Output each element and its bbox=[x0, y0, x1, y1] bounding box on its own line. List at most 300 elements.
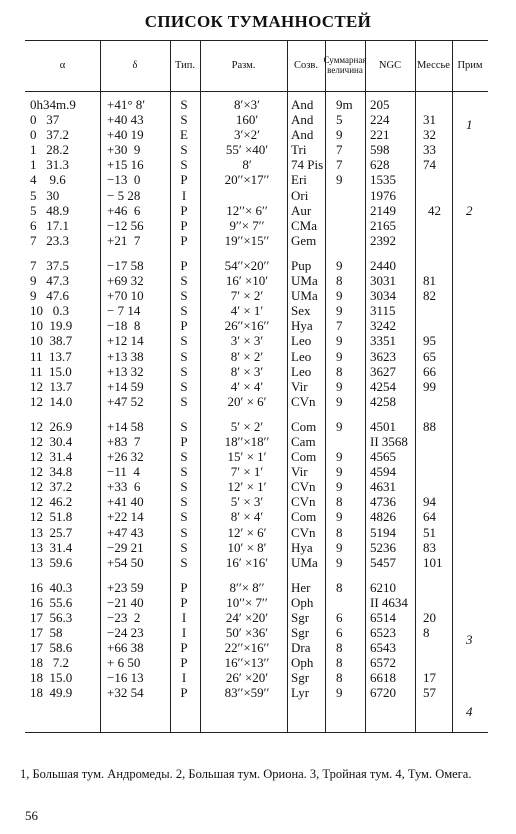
ngc-cell: 5194 bbox=[370, 524, 396, 540]
magnitude-cell: 9 bbox=[336, 378, 343, 394]
table-row bbox=[25, 203, 488, 218]
type-cell: S bbox=[180, 509, 188, 525]
ra-cell: 13 31.4 bbox=[30, 539, 73, 555]
table-row bbox=[25, 172, 488, 187]
type-cell: E bbox=[180, 127, 188, 143]
size-cell: 54′′×20′′ bbox=[224, 257, 270, 273]
size-cell: 18′′×18′′ bbox=[224, 433, 270, 449]
ra-cell: 5 30 bbox=[30, 187, 60, 203]
ngc-cell: 4565 bbox=[370, 449, 396, 465]
ra-cell: 10 0.3 bbox=[30, 303, 69, 319]
dec-cell: −21 40 bbox=[107, 594, 144, 610]
dec-cell: +41° 8′ bbox=[107, 97, 146, 112]
note-marker: 3 bbox=[466, 632, 473, 647]
ngc-cell: 6543 bbox=[370, 640, 396, 656]
note-marker: 2 bbox=[466, 203, 473, 218]
dec-cell: +26 32 bbox=[107, 449, 144, 465]
ngc-cell: 6572 bbox=[370, 655, 396, 671]
magnitude-cell: 8 bbox=[336, 640, 343, 656]
footnote: 1, Большая тум. Андромеды. 2, Большая тум. Ориона. 3, Тройная тум. 4, Тум. Омега. bbox=[20, 767, 472, 781]
constellation-cell: Aur bbox=[291, 202, 312, 218]
messier-cell: 81 bbox=[423, 273, 436, 289]
dec-cell: +40 19 bbox=[107, 127, 144, 143]
messier-cell: 66 bbox=[423, 363, 436, 379]
messier-cell: 57 bbox=[423, 685, 436, 701]
header-messier: Мессье bbox=[417, 59, 450, 71]
ra-cell: 12 30.4 bbox=[30, 433, 73, 449]
table-row bbox=[25, 273, 488, 288]
table-row bbox=[25, 288, 488, 303]
magnitude-cell: 8 bbox=[336, 494, 343, 510]
constellation-cell: Com bbox=[291, 449, 317, 465]
type-cell: S bbox=[180, 273, 188, 289]
constellation-cell: Leo bbox=[291, 333, 312, 349]
dec-cell: +40 43 bbox=[107, 112, 144, 128]
ngc-cell: 6618 bbox=[370, 670, 396, 686]
note-marker: 4 bbox=[466, 704, 473, 719]
size-cell: 4′ × 1′ bbox=[230, 303, 264, 319]
ngc-cell: 598 bbox=[370, 142, 390, 158]
magnitude-cell: 9 bbox=[336, 348, 343, 364]
magnitude-cell: 5 bbox=[336, 112, 343, 128]
header-magnitude: Суммарная величина bbox=[323, 55, 367, 75]
ngc-cell: 4258 bbox=[370, 393, 396, 409]
type-cell: P bbox=[180, 217, 188, 233]
ngc-cell: 6514 bbox=[370, 610, 396, 625]
dec-cell: +54 50 bbox=[107, 554, 144, 570]
magnitude-cell: 9 bbox=[336, 685, 343, 701]
messier-cell: 31 bbox=[423, 112, 436, 128]
constellation-cell: Oph bbox=[291, 655, 314, 671]
type-cell: P bbox=[180, 202, 188, 218]
size-cell: 4′ × 4′ bbox=[230, 378, 264, 394]
ra-cell: 1 28.2 bbox=[30, 142, 69, 158]
type-cell: S bbox=[180, 393, 188, 409]
table-row bbox=[25, 555, 488, 570]
dec-cell: −12 56 bbox=[107, 217, 144, 233]
size-cell: 12′ × 6′ bbox=[227, 524, 267, 540]
type-cell: P bbox=[180, 318, 188, 334]
table-row bbox=[25, 610, 488, 625]
messier-cell: 33 bbox=[423, 142, 436, 158]
ngc-cell: 3031 bbox=[370, 273, 396, 289]
dec-cell: −11 4 bbox=[107, 464, 140, 480]
size-cell: 8′×3′ bbox=[233, 97, 261, 112]
ra-cell: 12 26.9 bbox=[30, 418, 73, 434]
table-row bbox=[25, 580, 488, 595]
magnitude-cell: 9 bbox=[336, 554, 343, 570]
type-cell: S bbox=[180, 554, 188, 570]
ra-cell: 12 31.4 bbox=[30, 449, 73, 465]
dec-cell: +32 54 bbox=[107, 685, 144, 701]
size-cell: 15′ × 1′ bbox=[227, 449, 267, 465]
magnitude-cell: 9 bbox=[336, 509, 343, 525]
constellation-cell: Sex bbox=[291, 303, 311, 319]
type-cell: S bbox=[180, 418, 188, 434]
type-cell: S bbox=[180, 479, 188, 495]
messier-cell: 82 bbox=[423, 288, 436, 304]
type-cell: I bbox=[181, 610, 187, 625]
ngc-cell: II 3568 bbox=[370, 433, 408, 449]
ra-cell: 12 46.2 bbox=[30, 494, 73, 510]
ngc-cell: 628 bbox=[370, 157, 390, 173]
magnitude-cell: 9 bbox=[336, 303, 343, 319]
size-cell: 24′ ×20′ bbox=[225, 610, 269, 625]
dec-cell: + 6 50 bbox=[107, 655, 141, 671]
size-cell: 5′ × 2′ bbox=[230, 418, 264, 434]
magnitude-cell: 8 bbox=[336, 273, 343, 289]
ngc-cell: 3115 bbox=[370, 303, 396, 319]
magnitude-cell: 9 bbox=[336, 257, 343, 273]
ra-cell: 0 37.2 bbox=[30, 127, 69, 143]
ra-cell: 12 13.7 bbox=[30, 378, 73, 394]
constellation-cell: Dra bbox=[291, 640, 311, 656]
header-note: Прим bbox=[457, 59, 483, 71]
ngc-cell: 3623 bbox=[370, 348, 396, 364]
table-row bbox=[25, 318, 488, 333]
table-row bbox=[25, 595, 488, 610]
ngc-cell: 3627 bbox=[370, 363, 396, 379]
ra-cell: 10 19.9 bbox=[30, 318, 73, 334]
magnitude-cell: 7 bbox=[336, 318, 343, 334]
ngc-cell: 4501 bbox=[370, 418, 396, 434]
ngc-cell: 6720 bbox=[370, 685, 396, 701]
magnitude-cell: 9 bbox=[336, 449, 343, 465]
magnitude-cell: 9m bbox=[336, 97, 353, 112]
table-row bbox=[25, 540, 488, 555]
magnitude-cell: 8 bbox=[336, 670, 343, 686]
constellation-cell: Eri bbox=[291, 172, 307, 188]
size-cell: 20′′×17′′ bbox=[224, 172, 270, 188]
type-cell: P bbox=[180, 655, 188, 671]
dec-cell: +22 14 bbox=[107, 509, 144, 525]
table-body bbox=[25, 97, 488, 701]
table-row bbox=[25, 142, 488, 157]
header-constellation: Созв. bbox=[294, 59, 318, 71]
table-row bbox=[25, 509, 488, 524]
type-cell: S bbox=[180, 378, 188, 394]
dec-cell: − 5 28 bbox=[107, 187, 141, 203]
magnitude-cell: 9 bbox=[336, 333, 343, 349]
ngc-cell: 3351 bbox=[370, 333, 396, 349]
table-bottom-rule bbox=[25, 732, 488, 733]
header-delta: δ bbox=[132, 59, 138, 71]
table-row bbox=[25, 449, 488, 464]
size-cell: 12′ × 1′ bbox=[227, 479, 267, 495]
dec-cell: +66 38 bbox=[107, 640, 144, 656]
magnitude-cell: 7 bbox=[336, 157, 343, 173]
ngc-cell: 2440 bbox=[370, 257, 396, 273]
table-row bbox=[25, 655, 488, 670]
size-cell: 12′′× 6′′ bbox=[226, 202, 268, 218]
table-row bbox=[25, 364, 488, 379]
dec-cell: −24 23 bbox=[107, 625, 144, 641]
type-cell: P bbox=[180, 232, 188, 248]
messier-cell: 65 bbox=[423, 348, 436, 364]
ra-cell: 7 37.5 bbox=[30, 257, 69, 273]
ra-cell: 0 37 bbox=[30, 112, 60, 128]
table-row bbox=[25, 233, 488, 248]
dec-cell: +69 32 bbox=[107, 273, 144, 289]
magnitude-cell: 8 bbox=[336, 655, 343, 671]
magnitude-cell: 9 bbox=[336, 464, 343, 480]
type-cell: S bbox=[180, 97, 188, 112]
messier-cell: 101 bbox=[423, 554, 443, 570]
ra-cell: 12 34.8 bbox=[30, 464, 73, 480]
size-cell: 50′ ×36′ bbox=[225, 625, 269, 641]
messier-cell: 8 bbox=[423, 625, 430, 641]
type-cell: S bbox=[180, 142, 188, 158]
ra-cell: 11 13.7 bbox=[30, 348, 72, 364]
type-cell: S bbox=[180, 464, 188, 480]
type-cell: P bbox=[180, 172, 188, 188]
magnitude-cell: 9 bbox=[336, 539, 343, 555]
ngc-cell: 5457 bbox=[370, 554, 396, 570]
constellation-cell: Sgr bbox=[291, 625, 310, 641]
ngc-cell: 3034 bbox=[370, 288, 396, 304]
constellation-cell: Vir bbox=[291, 378, 308, 394]
dec-cell: −13 0 bbox=[107, 172, 141, 188]
messier-cell: 74 bbox=[423, 157, 436, 173]
ra-cell: 1 31.3 bbox=[30, 157, 69, 173]
size-cell: 55′ ×40′ bbox=[225, 142, 269, 158]
type-cell: S bbox=[180, 112, 188, 128]
messier-value: 42 bbox=[428, 203, 441, 218]
magnitude-cell: 6 bbox=[336, 610, 343, 625]
size-cell: 7′ × 1′ bbox=[230, 464, 264, 480]
ra-cell: 12 37.2 bbox=[30, 479, 73, 495]
constellation-cell: Sgr bbox=[291, 670, 310, 686]
ra-cell: 9 47.6 bbox=[30, 288, 69, 304]
ra-cell: 0h34m.9 bbox=[30, 97, 76, 112]
size-cell: 8′ × 2′ bbox=[230, 348, 264, 364]
type-cell: P bbox=[180, 685, 188, 701]
table-row bbox=[25, 188, 488, 203]
ra-cell: 17 56.3 bbox=[30, 610, 73, 625]
ngc-cell: 3242 bbox=[370, 318, 396, 334]
type-cell: S bbox=[180, 494, 188, 510]
type-cell: S bbox=[180, 539, 188, 555]
size-cell: 10′′× 7′′ bbox=[226, 594, 268, 610]
magnitude-cell: 9 bbox=[336, 127, 343, 143]
page-title: СПИСОК ТУМАННОСТЕЙ bbox=[144, 12, 372, 31]
dec-cell: − 7 14 bbox=[107, 303, 141, 319]
ngc-cell: 4736 bbox=[370, 494, 396, 510]
magnitude-cell: 6 bbox=[336, 625, 343, 641]
dec-cell: +21 7 bbox=[107, 232, 141, 248]
table-row bbox=[25, 479, 488, 494]
constellation-cell: Lyr bbox=[291, 685, 310, 701]
size-cell: 26′′×16′′ bbox=[224, 318, 270, 334]
note-marker: 1 bbox=[466, 117, 473, 132]
page-number: 56 bbox=[25, 808, 38, 823]
table-row bbox=[25, 112, 488, 127]
type-cell: S bbox=[180, 363, 188, 379]
size-cell: 20′ × 6′ bbox=[227, 393, 267, 409]
magnitude-cell: 9 bbox=[336, 172, 343, 188]
dec-cell: +15 16 bbox=[107, 157, 144, 173]
type-cell: P bbox=[180, 433, 188, 449]
ra-cell: 6 17.1 bbox=[30, 217, 69, 233]
messier-cell: 17 bbox=[423, 670, 436, 686]
constellation-cell: Hya bbox=[291, 318, 313, 334]
size-cell: 8′ bbox=[242, 157, 252, 173]
table-row bbox=[25, 333, 488, 348]
constellation-cell: Leo bbox=[291, 363, 312, 379]
constellation-cell: CVn bbox=[291, 393, 316, 409]
table-row bbox=[25, 419, 488, 434]
ra-cell: 17 58 bbox=[30, 625, 63, 641]
ngc-cell: 1976 bbox=[370, 187, 396, 203]
size-cell: 83′′×59′′ bbox=[224, 685, 270, 701]
header-ngc: NGC bbox=[378, 59, 402, 71]
header-alpha: α bbox=[59, 59, 66, 71]
messier-cell: 51 bbox=[423, 524, 436, 540]
messier-cell: 83 bbox=[423, 539, 436, 555]
constellation-cell: And bbox=[291, 112, 314, 128]
type-cell: S bbox=[180, 157, 188, 173]
type-cell: S bbox=[180, 333, 188, 349]
magnitude-cell: 7 bbox=[336, 142, 343, 158]
dec-cell: +14 59 bbox=[107, 378, 144, 394]
ra-cell: 18 7.2 bbox=[30, 655, 69, 671]
ngc-cell: 224 bbox=[370, 112, 390, 128]
dec-cell: +13 32 bbox=[107, 363, 144, 379]
size-cell: 160′ bbox=[235, 112, 259, 128]
header-size: Разм. bbox=[231, 59, 256, 71]
table-row bbox=[25, 685, 488, 700]
ra-cell: 9 47.3 bbox=[30, 273, 69, 289]
ra-cell: 13 25.7 bbox=[30, 524, 73, 540]
nebulae-table bbox=[25, 40, 488, 732]
ngc-cell: 4594 bbox=[370, 464, 396, 480]
size-cell: 8′ × 3′ bbox=[230, 363, 264, 379]
dec-cell: −29 21 bbox=[107, 539, 144, 555]
dec-cell: −18 8 bbox=[107, 318, 141, 334]
magnitude-cell: 9 bbox=[336, 288, 343, 304]
ra-cell: 7 23.3 bbox=[30, 232, 69, 248]
size-cell: 3′×2′ bbox=[233, 127, 261, 143]
magnitude-cell: 9 bbox=[336, 418, 343, 434]
size-cell: 19′′×15′′ bbox=[224, 232, 270, 248]
table-row bbox=[25, 640, 488, 655]
size-cell: 16′ ×16′ bbox=[225, 554, 269, 570]
ra-cell: 5 48.9 bbox=[30, 202, 69, 218]
size-cell: 22′′×16′′ bbox=[224, 640, 270, 656]
type-cell: I bbox=[181, 625, 187, 641]
dec-cell: +33 6 bbox=[107, 479, 141, 495]
type-cell: S bbox=[180, 288, 188, 304]
table-row bbox=[25, 379, 488, 394]
type-cell: P bbox=[180, 640, 188, 656]
constellation-cell: Com bbox=[291, 509, 317, 525]
dec-cell: +47 52 bbox=[107, 393, 144, 409]
ngc-cell: 2165 bbox=[370, 217, 396, 233]
constellation-cell: CVn bbox=[291, 494, 316, 510]
ra-cell: 18 49.9 bbox=[30, 685, 73, 701]
dec-cell: −17 58 bbox=[107, 257, 144, 273]
constellation-cell: Hya bbox=[291, 539, 313, 555]
table-row bbox=[25, 525, 488, 540]
size-cell: 16′ ×10′ bbox=[225, 273, 269, 289]
constellation-cell: Oph bbox=[291, 594, 314, 610]
table-row bbox=[25, 394, 488, 409]
size-cell: 9′′× 7′′ bbox=[229, 217, 265, 233]
table-row bbox=[25, 303, 488, 318]
size-cell: 10′ × 8′ bbox=[227, 539, 267, 555]
dec-cell: +83 7 bbox=[107, 433, 141, 449]
table-row bbox=[25, 349, 488, 364]
ra-cell: 18 15.0 bbox=[30, 670, 73, 686]
table-row bbox=[25, 464, 488, 479]
magnitude-cell: 8 bbox=[336, 363, 343, 379]
constellation-cell: And bbox=[291, 97, 314, 112]
dec-cell: −23 2 bbox=[107, 610, 141, 625]
type-cell: S bbox=[180, 348, 188, 364]
ngc-cell: 4254 bbox=[370, 378, 396, 394]
constellation-cell: Leo bbox=[291, 348, 312, 364]
ngc-cell: 1535 bbox=[370, 172, 396, 188]
ra-cell: 17 58.6 bbox=[30, 640, 73, 656]
ngc-cell: 6523 bbox=[370, 625, 396, 641]
messier-cell: 32 bbox=[423, 127, 436, 143]
ngc-cell: 4826 bbox=[370, 509, 396, 525]
type-cell: I bbox=[181, 670, 187, 686]
dec-cell: +46 6 bbox=[107, 202, 141, 218]
size-cell: 8′′× 8′′ bbox=[229, 579, 265, 595]
dec-cell: +13 38 bbox=[107, 348, 144, 364]
type-cell: P bbox=[180, 257, 188, 273]
constellation-cell: Pup bbox=[291, 257, 312, 273]
magnitude-cell: 9 bbox=[336, 393, 343, 409]
size-cell: 7′ × 2′ bbox=[230, 288, 264, 304]
ra-cell: 10 38.7 bbox=[30, 333, 73, 349]
ra-cell: 16 55.6 bbox=[30, 594, 73, 610]
ngc-cell: 2149 bbox=[370, 202, 396, 218]
size-cell: 5′ × 3′ bbox=[230, 494, 264, 510]
table-header-rule bbox=[25, 91, 488, 92]
size-cell: 3′ × 3′ bbox=[230, 333, 264, 349]
table-row bbox=[25, 625, 488, 640]
dec-cell: +47 43 bbox=[107, 524, 144, 540]
size-cell: 26′ ×20′ bbox=[225, 670, 269, 686]
ngc-cell: 2392 bbox=[370, 232, 396, 248]
table-row bbox=[25, 97, 488, 112]
dec-cell: +41 40 bbox=[107, 494, 144, 510]
messier-cell: 95 bbox=[423, 333, 436, 349]
size-cell: 16′′×13′′ bbox=[224, 655, 270, 671]
table-row bbox=[25, 218, 488, 233]
constellation-cell: UMa bbox=[291, 288, 318, 304]
constellation-cell: Gem bbox=[291, 232, 317, 248]
type-cell: S bbox=[180, 303, 188, 319]
constellation-cell: Ori bbox=[291, 187, 309, 203]
dec-cell: +14 58 bbox=[107, 418, 144, 434]
dec-cell: +70 10 bbox=[107, 288, 144, 304]
type-cell: P bbox=[180, 594, 188, 610]
dec-cell: +30 9 bbox=[107, 142, 141, 158]
constellation-cell: And bbox=[291, 127, 314, 143]
messier-cell: 20 bbox=[423, 610, 436, 625]
magnitude-cell: 8 bbox=[336, 524, 343, 540]
table-row bbox=[25, 670, 488, 685]
ngc-cell: II 4634 bbox=[370, 594, 408, 610]
messier-cell: 99 bbox=[423, 378, 436, 394]
constellation-cell: Com bbox=[291, 418, 317, 434]
constellation-cell: UMa bbox=[291, 554, 318, 570]
table-row bbox=[25, 157, 488, 172]
type-cell: P bbox=[180, 579, 188, 595]
